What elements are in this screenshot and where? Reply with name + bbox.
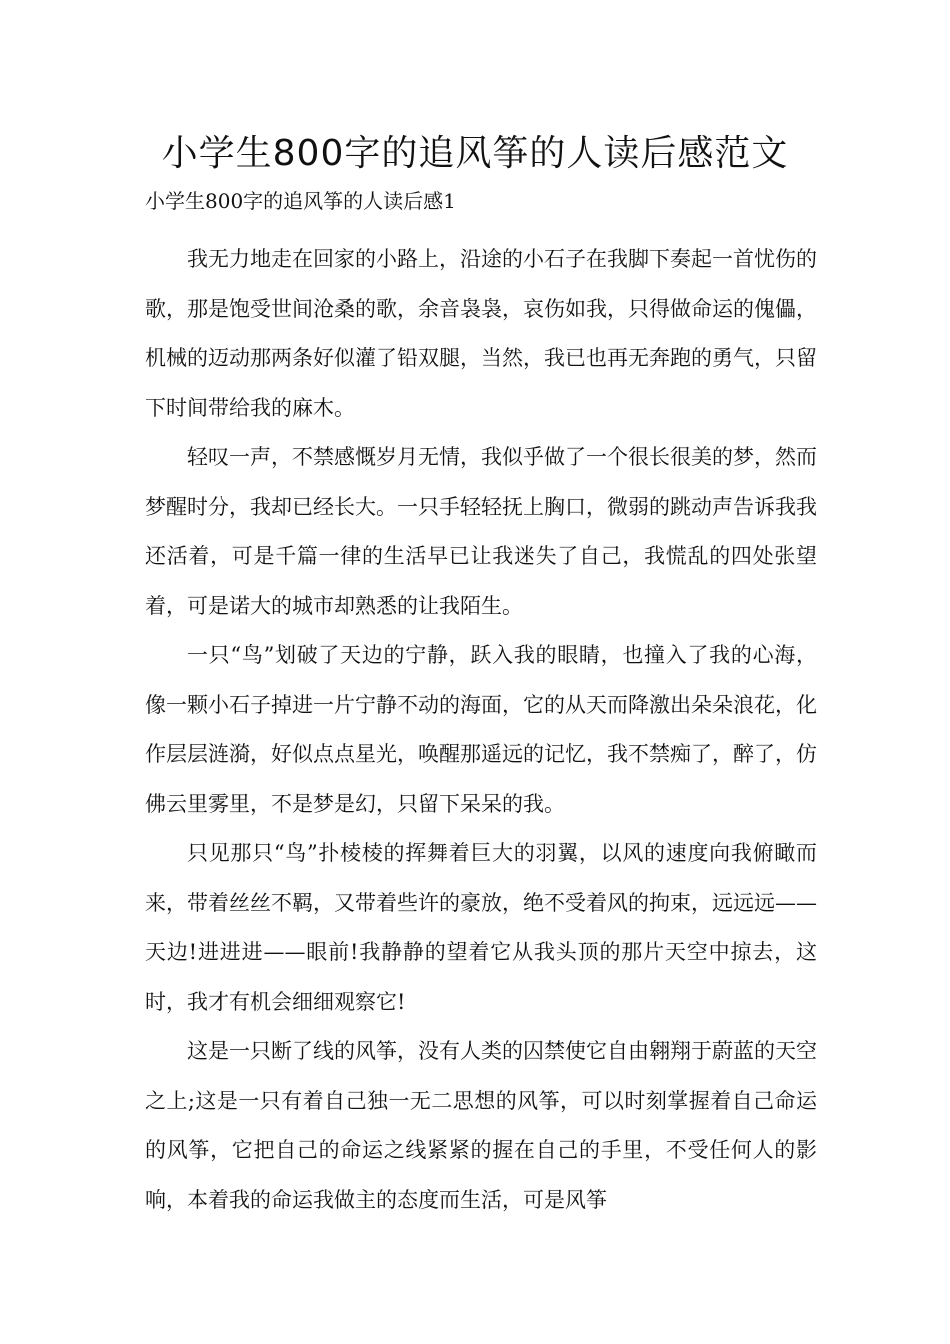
section-heading: 小学生800字的追风筝的人读后感1 bbox=[145, 189, 456, 213]
body-text bbox=[145, 235, 817, 1225]
paragraph: 轻叹一声，不禁感慨岁月无情，我似乎做了一个很长很美的梦，然而梦醒时分，我却已经长大。一只手轻轻抚上胸口，微弱的跳动声告诉我我还活着，可是千篇一律的生活早已让我迷失了自己，我慌乱的四处张望着，可是诺大的城市却熟悉的让我陌生。 bbox=[145, 445, 817, 618]
paragraph: 一只“鸟”划破了天边的宁静，跃入我的眼睛，也撞入了我的心海，像一颗小石子掉进一片宁静不动的海面，它的从天而降激出朵朵浪花，化作层层涟漪，好似点点星光，唤醒那遥远的记忆，我不禁痴了，醉了，仿佛云里雾里，不是梦是幻，只留下呆呆的我。 bbox=[145, 643, 817, 816]
paragraph: 我无力地走在回家的小路上，沿途的小石子在我脚下奏起一首忧伤的歌，那是饱受世间沧桑的歌，余音袅袅，哀伤如我，只得做命运的傀儡，机械的迈动那两条好似灌了铅双腿，当然，我已也再无奔跑的勇气，只留下时间带给我的麻木。 bbox=[145, 247, 817, 420]
document-title: 小学生800字的追风筝的人读后感范文 bbox=[161, 133, 789, 174]
paragraph: 这是一只断了线的风筝，没有人类的囚禁使它自由翱翔于蔚蓝的天空之上;这是一只有着自己独一无二思想的风筝，可以时刻掌握着自己命运的风筝，它把自己的命运之线紧紧的握在自己的手里，不受任何人的影响，本着我的命运我做主的态度而生活，可是风筝 bbox=[145, 1039, 817, 1212]
paragraph: 只见那只“鸟”扑棱棱的挥舞着巨大的羽翼，以风的速度向我俯瞰而来，带着丝丝不羁，又带着些许的豪放，绝不受着风的拘束，远远远——天边!进进进——眼前!我静静的望着它从我头顶的那片天空中掠去，这时，我才有机会细细观察它! bbox=[145, 841, 817, 1014]
